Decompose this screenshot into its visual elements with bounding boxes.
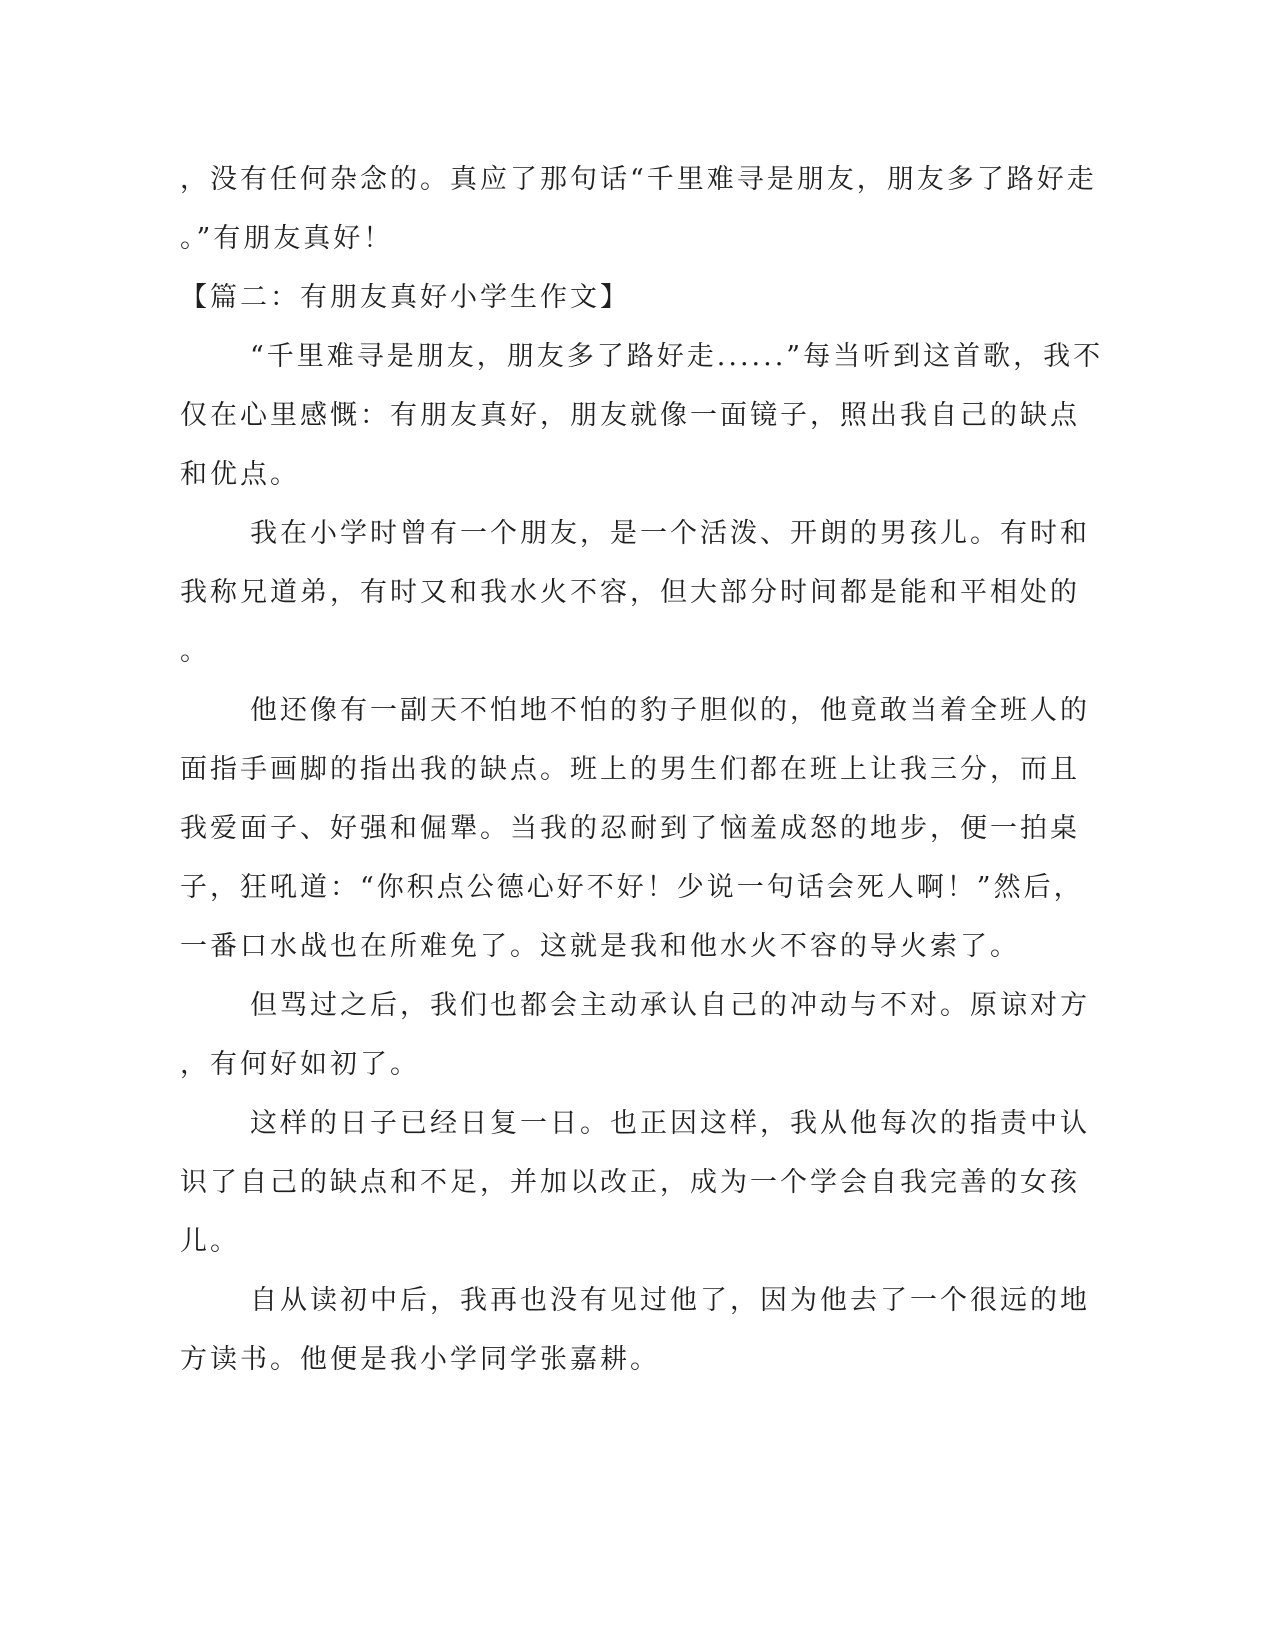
text-line: ，没有任何杂念的。真应了那句话“千里难寻是朋友，朋友多了路好走 (180, 164, 1097, 195)
text-line: 和优点。 (180, 459, 300, 490)
section-heading: 【篇二：有朋友真好小学生作文】 (180, 282, 630, 313)
text-line: 我在小学时曾有一个朋友，是一个活泼、开朗的男孩儿。有时和 (250, 518, 1090, 549)
text-line: 方读书。他便是我小学同学张嘉耕。 (180, 1344, 660, 1375)
text-line: 。 (180, 636, 210, 667)
text-line: 我爱面子、好强和倔犟。当我的忍耐到了恼羞成怒的地步，便一拍桌 (180, 813, 1080, 844)
text-line: 识了自己的缺点和不足，并加以改正，成为一个学会自我完善的女孩 (180, 1167, 1080, 1198)
text-line: 仅在心里感慨：有朋友真好，朋友就像一面镜子，照出我自己的缺点 (180, 400, 1080, 431)
text-line: 一番口水战也在所难免了。这就是我和他水火不容的导火索了。 (180, 931, 1020, 962)
text-line: 面指手画脚的指出我的缺点。班上的男生们都在班上让我三分，而且 (180, 754, 1080, 785)
text-line: 这样的日子已经日复一日。也正因这样，我从他每次的指责中认 (250, 1108, 1090, 1139)
text-line: 但骂过之后，我们也都会主动承认自己的冲动与不对。原谅对方 (250, 990, 1090, 1021)
text-line: “千里难寻是朋友，朋友多了路好走......”每当听到这首歌，我不 (250, 341, 1104, 372)
text-line: 我称兄道弟，有时又和我水火不容，但大部分时间都是能和平相处的 (180, 577, 1080, 608)
text-line: 子，狂吼道：“你积点公德心好不好！少说一句话会死人啊！”然后， (180, 872, 1084, 903)
text-line: 他还像有一副天不怕地不怕的豹子胆似的，他竟敢当着全班人的 (250, 695, 1090, 726)
text-line: 。”有朋友真好！ (180, 223, 394, 254)
text-line: 儿。 (180, 1226, 240, 1257)
text-line: ，有何好如初了。 (180, 1049, 420, 1080)
text-line: 自从读初中后，我再也没有见过他了，因为他去了一个很远的地 (250, 1285, 1090, 1316)
